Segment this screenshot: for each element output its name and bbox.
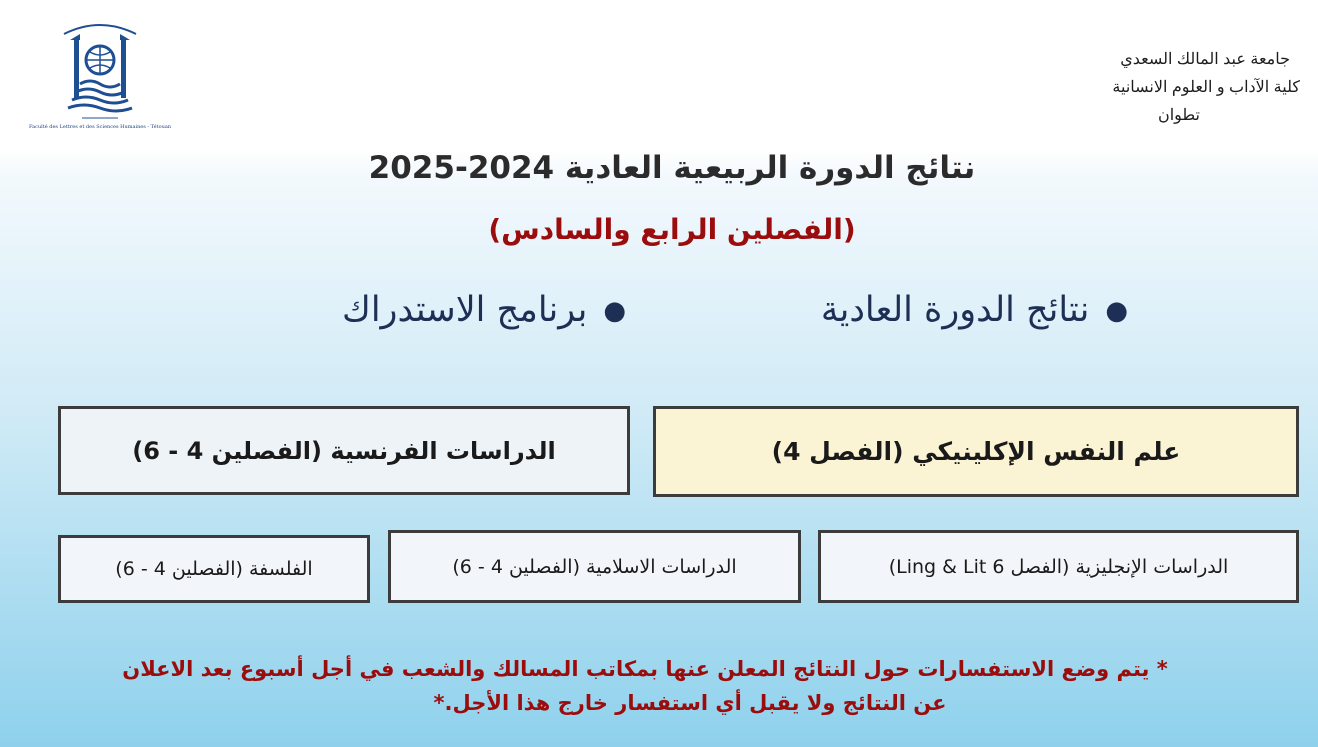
bullet-regular-results[interactable] — [821, 290, 1128, 330]
program-islamic-studies-button[interactable] — [388, 530, 801, 603]
program-label: الدراسات الإنجليزية (الفصل 6 Ling & Lit) — [888, 555, 1229, 578]
program-label: الفلسفة (الفصلين 4 - 6) — [115, 558, 313, 580]
inquiry-notice — [20, 652, 1270, 720]
program-label: الدراسات الاسلامية (الفصلين 4 - 6) — [452, 555, 737, 578]
logo-emblem-icon — [20, 14, 180, 124]
program-label: علم النفس الإكلينيكي (الفصل 4) — [771, 437, 1181, 466]
program-clinical-psychology-button[interactable] — [653, 406, 1299, 497]
program-label: الدراسات الفرنسية (الفصلين 4 - 6) — [132, 436, 556, 465]
program-french-studies-button[interactable] — [58, 406, 630, 495]
city-name: تطوان — [1157, 107, 1200, 124]
bullet-label: نتائج الدورة العادية — [820, 290, 1090, 330]
program-english-studies-button[interactable] — [818, 530, 1299, 603]
faculty-name: كلية الآداب و العلوم الانسانية — [1112, 79, 1300, 96]
bullet-makeup-program[interactable] — [342, 290, 626, 330]
university-name: جامعة عبد المالك السعدي — [1120, 51, 1290, 68]
page-title: نتائج الدورة الربيعية العادية 2024-2025 — [368, 150, 976, 186]
university-block — [1020, 46, 1300, 130]
bullet-dot-icon: ● — [603, 296, 626, 326]
program-philosophy-button[interactable] — [58, 535, 370, 603]
faculty-logo — [20, 14, 180, 136]
page-subtitle: (الفصلين الرابع والسادس) — [488, 213, 856, 246]
notice-line-1: * يتم وضع الاستفسارات حول النتائج المعلن عنها بمكاتب المسالك والشعب في أجل أسبوع بعد الاعلان — [122, 657, 1168, 681]
logo-caption: Faculté des Lettres et des Sciences Humaines - Tétouan — [28, 124, 172, 130]
bullet-dot-icon: ● — [1105, 296, 1128, 326]
bullet-label: برنامج الاستدراك — [341, 290, 588, 330]
notice-line-2: عن النتائج ولا يقبل أي استفسار خارج هذا الأجل.* — [433, 691, 947, 715]
